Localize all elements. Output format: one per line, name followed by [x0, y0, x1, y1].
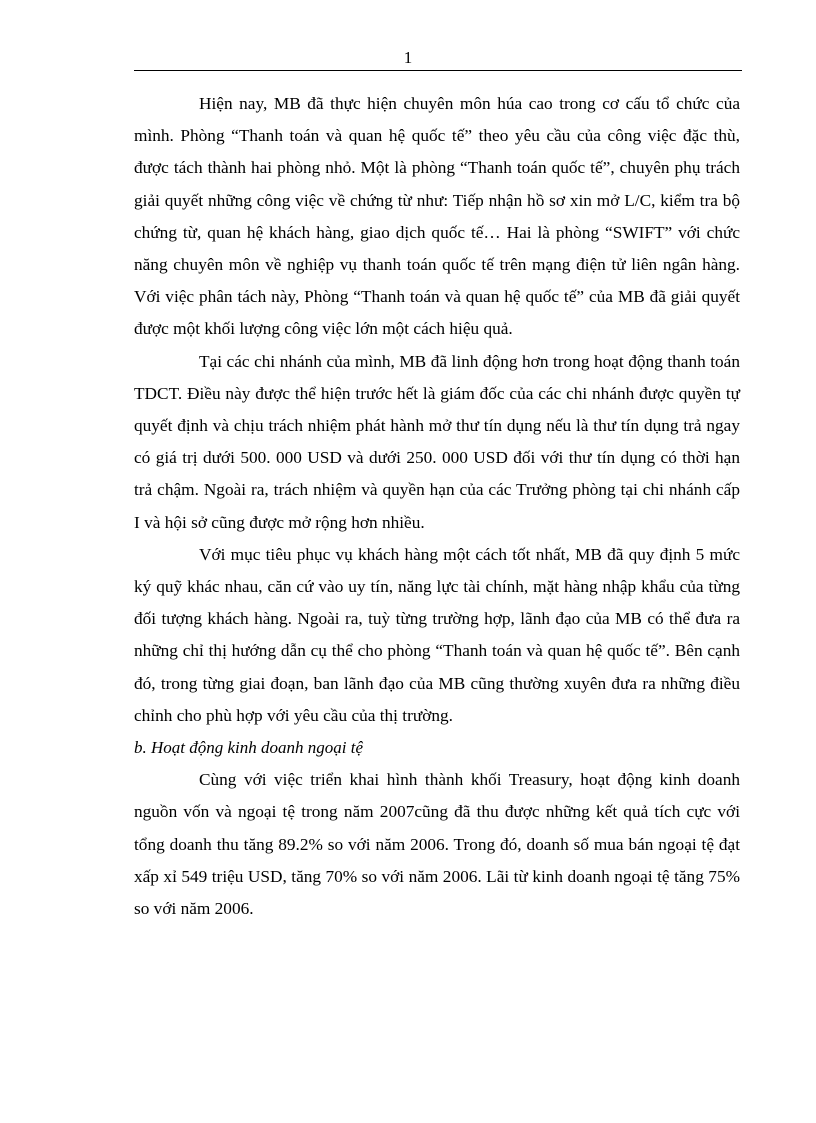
- page-number: 1: [403, 48, 413, 67]
- paragraph-deposit-levels: Với mục tiêu phục vụ khách hàng một cách tốt nhất, MB đã quy định 5 mức ký quỹ khác nhau, căn cứ vào uy tín, năng lực tài chính, mặt hàng nhập khẩu của từng đối tượng khách hàng. Ngoài ra, tuỳ từng trường hợp, lãnh đạo của MB có thể đưa ra những chỉ thị hướng dẫn cụ thể cho phòng “Thanh toán và quan hệ quốc tế”. Bên cạnh đó, trong từng giai đoạn, ban lãnh đạo của MB cũng thường xuyên đưa ra những điều chỉnh cho phù hợp với yêu cầu của thị trường.: [134, 544, 740, 725]
- paragraph-specialization: Hiện nay, MB đã thực hiện chuyên môn húa cao trong cơ cấu tổ chức của mình. Phòng “Thanh toán và quan hệ quốc tế” theo yêu cầu của công việc đặc thù, được tách thành hai phòng nhỏ. Một là phòng “Thanh toán quốc tế”, chuyên phụ trách giải quyết những công việc về chứng từ như: Tiếp nhận hồ sơ xin mở L/C, kiểm tra bộ chứng từ, quan hệ khách hàng, giao dịch quốc tế… Hai là phòng “SWIFT” với chức năng chuyên môn về nghiệp vụ thanh toán quốc tế trên mạng điện tử liên ngân hàng. Với việc phân tách này, Phòng “Thanh toán và quan hệ quốc tế” của MB đã giải quyết được một khối lượng công việc lớn một cách hiệu quả.: [134, 94, 740, 339]
- paragraph-forex: Cùng với việc triển khai hình thành khối Treasury, hoạt động kinh doanh nguồn vốn và ngoại tệ trong năm 2007cũng đã thu được những kết quả tích cực với tổng doanh thu tăng 89.2% so với năm 2006. Trong đó, doanh số mua bán ngoại tệ đạt xấp xỉ 549 triệu USD, tăng 70% so với năm 2006. Lãi từ kinh doanh ngoại tệ tăng 75% so với năm 2006.: [134, 770, 740, 919]
- paragraph-branches: Tại các chi nhánh của mình, MB đã linh động hơn trong hoạt động thanh toán TDCT. Điều này được thể hiện trước hết là giám đốc của các chi nhánh được quyền tự quyết định và chịu trách nhiệm phát hành mở thư tín dụng nếu là thư tín dụng trả ngay có giá trị dưới 500. 000 USD và dưới 250. 000 USD đối với thư tín dụng có thời hạn trả chậm. Ngoài ra, trách nhiệm và quyền hạn của các Trưởng phòng tại chi nhánh cấp I và hội sở cũng được mở rộng hơn nhiều.: [134, 351, 740, 532]
- document-body: [134, 88, 740, 925]
- header-rule: [134, 70, 742, 71]
- section-subheading: b. Hoạt động kinh doanh ngoại tệ: [134, 738, 364, 758]
